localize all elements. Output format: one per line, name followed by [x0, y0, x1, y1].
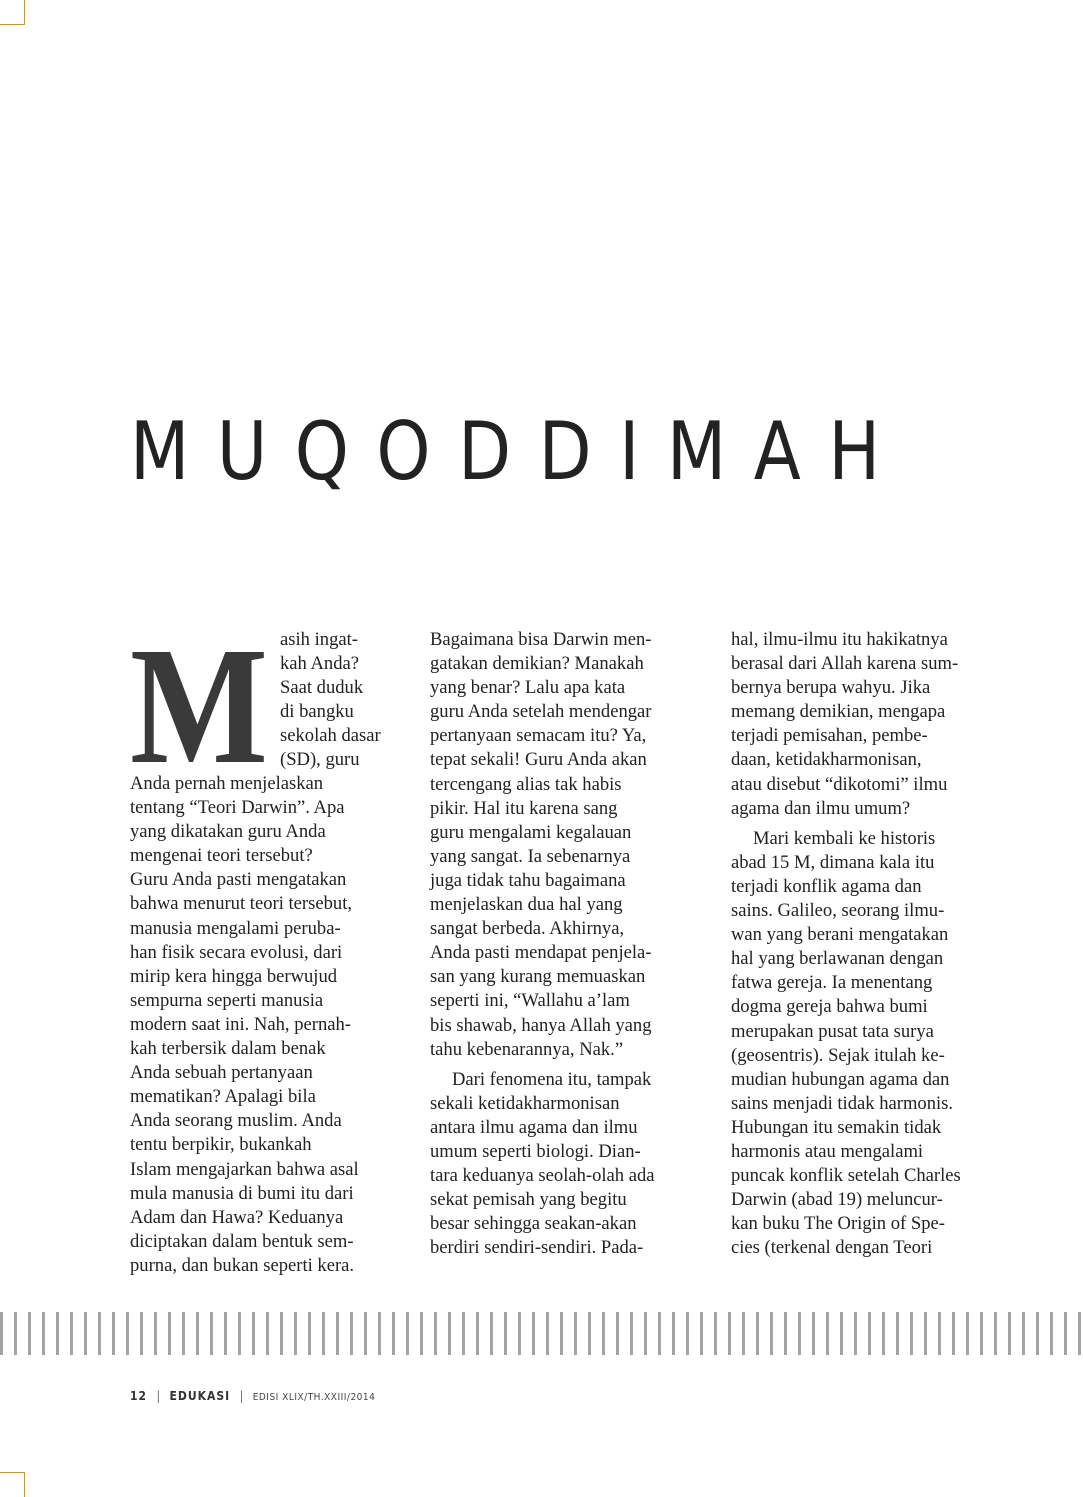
- text-line: mula manusia di bumi itu dari: [130, 1182, 354, 1204]
- text-line: sangat berbeda. Akhirnya,: [430, 918, 625, 940]
- text-line: han fisik secara evolusi, dari: [130, 941, 343, 963]
- paragraph: [731, 827, 1013, 1261]
- text-line: umum seperti biologi. Dian-: [430, 1140, 641, 1162]
- text-line: berdiri sendiri-sendiri. Pada-: [430, 1237, 644, 1259]
- text-line: hal yang berlawanan dengan: [731, 948, 944, 970]
- text-line: sekolah dasar: [280, 725, 381, 747]
- dropcap-letter: [130, 628, 270, 768]
- text-line: abad 15 M, dimana kala itu: [731, 851, 935, 873]
- text-line: yang benar? Lalu apa kata: [430, 677, 626, 699]
- text-line: yang sangat. Ia sebenarnya: [430, 845, 631, 867]
- text-line: Anda sebuah pertanyaan: [130, 1062, 313, 1084]
- text-line: antara ilmu agama dan ilmu: [430, 1116, 638, 1138]
- text-line: Dari fenomena itu, tampak: [452, 1068, 652, 1090]
- text-line: Mari kembali ke historis: [753, 827, 936, 849]
- text-line: sekali ketidakharmonisan: [430, 1092, 620, 1114]
- page-footer: [130, 1389, 375, 1403]
- text-line: bahwa menurut teori tersebut,: [130, 893, 353, 915]
- text-line: kah Anda?: [280, 653, 359, 675]
- text-line: merupakan pusat tata surya: [731, 1020, 934, 1042]
- article-column-3: [731, 628, 1013, 1260]
- text-line: atau disebut “dikotomi” ilmu: [731, 773, 948, 795]
- text-line: tara keduanya seolah-olah ada: [430, 1165, 655, 1187]
- text-line: diciptakan dalam bentuk sem-: [130, 1230, 354, 1252]
- text-line: kan buku The Origin of Spe-: [731, 1213, 945, 1235]
- text-line: terjadi konflik agama dan: [731, 875, 922, 897]
- magazine-name: EDUKASI: [169, 1389, 231, 1403]
- crop-mark-bottom-left: [0, 1472, 25, 1497]
- text-line: sekat pemisah yang begitu: [430, 1189, 627, 1211]
- text-line: yang dikatakan guru Anda: [130, 821, 326, 843]
- text-line: sains menjadi tidak harmonis.: [731, 1092, 954, 1114]
- paragraph: [430, 628, 712, 1062]
- article-column-2: [430, 628, 712, 1260]
- text-line: sains. Galileo, seorang ilmu-: [731, 900, 945, 922]
- dropcap-text: M: [130, 628, 268, 768]
- text-line: fatwa gereja. Ia menentang: [731, 972, 933, 994]
- text-line: manusia mengalami peruba-: [130, 917, 341, 939]
- text-line: menjelaskan dua hal yang: [430, 894, 623, 916]
- text-line: juga tidak tahu bagaimana: [430, 869, 626, 891]
- article-column-1: [130, 628, 412, 1278]
- text-line: Islam mengajarkan bahwa asal: [130, 1158, 359, 1180]
- edition-info: EDISI XLIX/TH.XXIII/2014: [252, 1392, 376, 1403]
- text-line: seperti ini, “Wallahu a’lam: [430, 990, 630, 1012]
- text-line: mirip kera hingga berwujud: [130, 965, 338, 987]
- text-line: tercengang alias tak habis: [430, 773, 622, 795]
- footer-separator: |: [239, 1389, 244, 1403]
- text-line: purna, dan bukan seperti kera.: [130, 1254, 355, 1276]
- text-line: dogma gereja bahwa bumi: [731, 996, 928, 1018]
- decorative-stripe-band: [0, 1312, 1083, 1355]
- text-line: guru Anda setelah mendengar: [430, 701, 652, 723]
- text-line: hal, ilmu-ilmu itu hakikatnya: [731, 629, 948, 650]
- dropcap-block: [130, 628, 412, 772]
- text-line: di bangku: [280, 701, 354, 723]
- text-line: cies (terkenal dengan Teori: [731, 1237, 933, 1259]
- text-line: gatakan demikian? Manakah: [430, 653, 644, 675]
- text-line: terjadi pemisahan, pembe-: [731, 725, 928, 747]
- footer-separator: |: [156, 1389, 161, 1403]
- text-line: mematikan? Apalagi bila: [130, 1086, 316, 1108]
- text-line: Anda pernah menjelaskan: [130, 773, 324, 794]
- text-line: Anda seorang muslim. Anda: [130, 1110, 342, 1132]
- text-line: puncak konflik setelah Charles: [731, 1165, 961, 1187]
- text-line: asih ingat-: [280, 629, 358, 650]
- text-line: wan yang berani mengatakan: [731, 924, 949, 946]
- text-line: tentu berpikir, bukankah: [130, 1134, 312, 1156]
- text-line: mengenai teori tersebut?: [130, 845, 313, 867]
- text-line: daan, ketidakharmonisan,: [731, 749, 922, 771]
- text-line: tepat sekali! Guru Anda akan: [430, 749, 647, 771]
- crop-mark-top-left: [0, 0, 25, 25]
- text-line: bernya berupa wahyu. Jika: [731, 677, 931, 699]
- text-line: Guru Anda pasti mengatakan: [130, 869, 347, 891]
- text-line: sempurna seperti manusia: [130, 989, 324, 1011]
- text-line: (geosentris). Sejak itulah ke-: [731, 1044, 945, 1066]
- text-line: bis shawab, hanya Allah yang: [430, 1014, 652, 1036]
- article-title: MUQODDIMAH: [130, 405, 908, 498]
- dropcap-side-text: [280, 628, 412, 773]
- text-line: tahu kebenarannya, Nak.”: [430, 1038, 624, 1060]
- text-line: mudian hubungan agama dan: [731, 1068, 950, 1090]
- text-line: besar sehingga seakan-akan: [430, 1213, 637, 1235]
- paragraph: [130, 772, 412, 1278]
- text-line: memang demikian, mengapa: [731, 701, 946, 723]
- text-line: pertanyaan semacam itu? Ya,: [430, 725, 647, 747]
- text-line: agama dan ilmu umum?: [731, 797, 911, 819]
- text-line: kah terbersik dalam benak: [130, 1038, 326, 1060]
- text-line: Anda pasti mendapat penjela-: [430, 942, 652, 964]
- text-line: san yang kurang memuaskan: [430, 966, 646, 988]
- paragraph: [430, 1068, 712, 1261]
- text-line: berasal dari Allah karena sum-: [731, 653, 959, 675]
- text-line: Darwin (abad 19) meluncur-: [731, 1189, 943, 1211]
- text-line: guru mengalami kegalauan: [430, 821, 632, 843]
- text-line: Adam dan Hawa? Keduanya: [130, 1206, 344, 1228]
- text-line: (SD), guru: [280, 749, 360, 771]
- page-number: 12: [130, 1389, 148, 1403]
- paragraph: [731, 628, 1013, 821]
- text-line: Hubungan itu semakin tidak: [731, 1116, 942, 1138]
- text-line: Bagaimana bisa Darwin men-: [430, 629, 652, 650]
- text-line: modern saat ini. Nah, pernah-: [130, 1013, 351, 1035]
- text-line: pikir. Hal itu karena sang: [430, 797, 618, 819]
- text-line: harmonis atau mengalami: [731, 1140, 924, 1162]
- text-line: Saat duduk: [280, 677, 364, 699]
- text-line: tentang “Teori Darwin”. Apa: [130, 797, 345, 819]
